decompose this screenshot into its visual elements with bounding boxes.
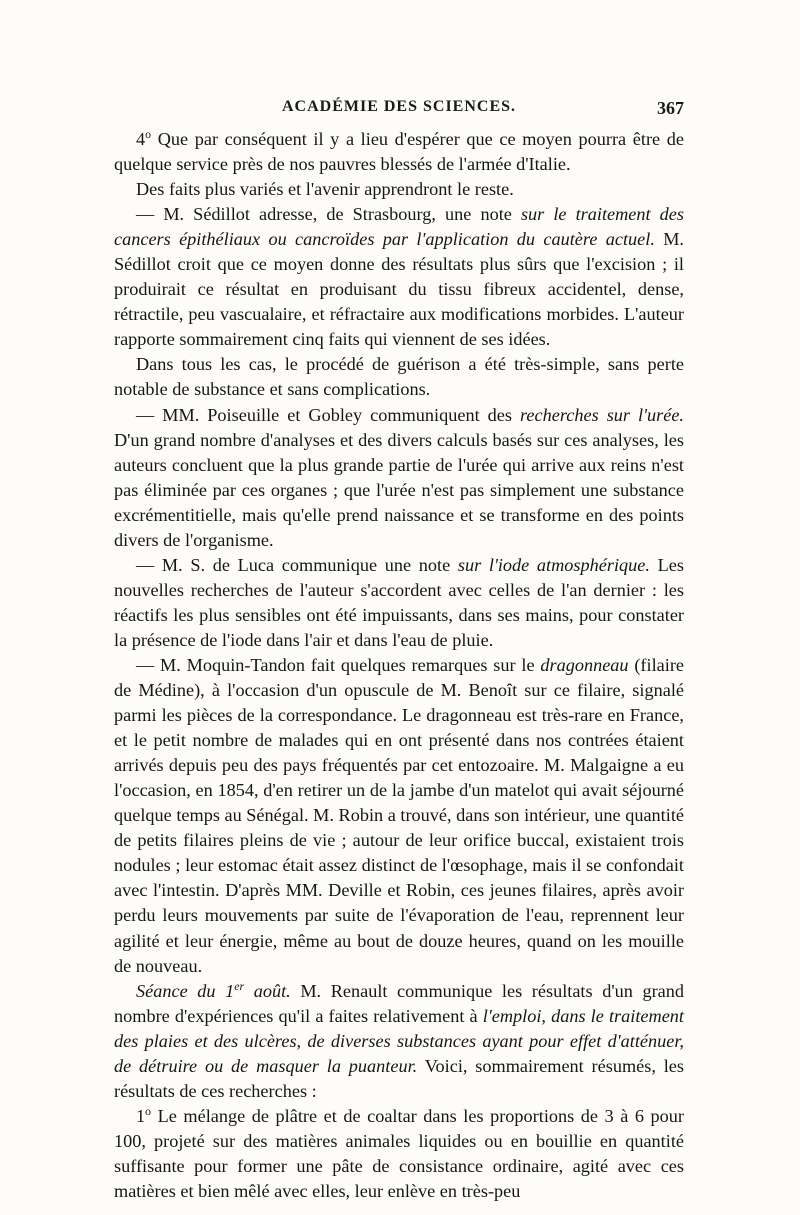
text-segment: Voici, sommairement résumés, les résultats de ces recherches : [114, 1055, 685, 1101]
superscript: er [234, 978, 245, 993]
paragraph [114, 352, 684, 402]
text-segment: Le mélange de plâtre et de coaltar dans les proportions de 3 à 6 pour 100, projeté sur des matières animales liquides ou en bouillie en quantité suffisante pour former une pâte de consistance ordinaire, agité avec ces matières et bien mêlé avec elles, leur enlève en très-peu [114, 1105, 684, 1201]
session-date: août. [244, 980, 291, 1001]
text-segment: Que par conséquent il y a lieu d'espérer que ce moyen pourra être de quelque service près de nos pauvres blessés de l'armée d'Italie. [114, 129, 684, 175]
body-text [114, 127, 684, 1204]
italic-title: sur l'iode atmosphérique. [457, 554, 650, 575]
paragraph [114, 127, 684, 177]
session-date: Séance du 1 [136, 980, 235, 1001]
text-segment: — MM. Poiseuille et Gobley communiquent des [136, 404, 520, 425]
italic-term: dragonneau [540, 654, 629, 675]
page-header [114, 98, 684, 122]
text-segment: — M. Sédillot adresse, de Strasbourg, une note [136, 204, 521, 225]
italic-title: sur le traitement des cancers épithéliaux ou cancroïdes par l'application du cautère actuel. [114, 204, 684, 250]
text-segment: — M. S. de Luca communique une note [136, 554, 458, 575]
text-segment: M. Renault communique les résultats d'un grand nombre d'expériences qu'il a faites relativement à [114, 980, 684, 1026]
text-segment: — M. Moquin-Tandon fait quelques remarques sur le [136, 654, 541, 675]
paragraph [114, 403, 684, 553]
text-segment: (filaire de Médine), à l'occasion d'un opuscule de M. Benoît sur ce filaire, signalé parmi les pièces de la correspondance. Le dragonneau est très-rare en France, et le petit nombre de malades qui en ont présenté dans nos contrées étaient arrivés depuis peu des pays fréquentés par cet entozoaire. M. Malgaigne a eu l'occasion, en 1854, d'en retirer un de la jambe d'un matelot qui avait séjourné quelque temps au Sénégal. M. Robin a trouvé, dans son intérieur, une quantité de petits filaires pleins de vie ; autour de leur orifice buccal, existaient trois nodules ; leur estomac était assez distinct de l'œsophage, mais il se confondait avec l'intestin. D'après MM. Deville et Robin, ces jeunes filaires, après avoir perdu leurs mouvements par suite de l'évaporation de l'eau, reprennent leur agilité et leur énergie, même au bout de douze heures, quand on les mouille de nouveau. [114, 654, 684, 976]
running-title: ACADÉMIE DES SCIENCES. [281, 98, 517, 115]
paragraph [114, 177, 684, 202]
paragraph [114, 1104, 684, 1204]
text-segment: 4 [136, 129, 146, 149]
text-segment: Des faits plus variés et l'avenir apprendront le reste. [136, 179, 514, 200]
paragraph [114, 653, 684, 979]
italic-title: l'emploi, dans le traitement des plaies et des ulcères, de diverses substances ayant pour effet d'atténuer, de détruire ou de masquer la puanteur. [114, 1005, 684, 1076]
text-segment: 1 [136, 1105, 146, 1126]
text-segment: D'un grand nombre d'analyses et des divers calculs basés sur ces analyses, les auteurs concluent que la plus grande partie de l'urée qui arrive aux reins n'est pas éliminée par ces organes ; que l'urée n'est pas simplement une substance excrémentitielle, mais qu'elle prend naissance et se transforme en des points divers de l'organisme. [114, 429, 684, 550]
paragraph [114, 979, 684, 1104]
paragraph [114, 553, 684, 653]
superscript: o [145, 1103, 152, 1118]
italic-title: recherches sur l'urée. [519, 404, 684, 425]
superscript: o [145, 126, 152, 141]
text-segment: Les nouvelles recherches de l'auteur s'accordent avec celles de l'an dernier : les réactifs les plus sensibles ont été impuissants, dans ses mains, pour constater la présence de l'iode dans l'air et dans l'eau de pluie. [114, 554, 685, 650]
paragraph [114, 202, 684, 352]
text-segment: M. Sédillot croit que ce moyen donne des résultats plus sûrs que l'excision ; il produirait ce résultat en produisant du tissu fibreux accidentel, dense, rétractile, peu vascualaire, et réfractaire aux modifications morbides. L'auteur rapporte sommairement cinq faits qui viennent de ses idées. [114, 229, 684, 350]
page-number: 367 [657, 98, 684, 118]
text-segment: Dans tous les cas, le procédé de guérison a été très-simple, sans perte notable de substance et sans complications. [114, 354, 684, 400]
